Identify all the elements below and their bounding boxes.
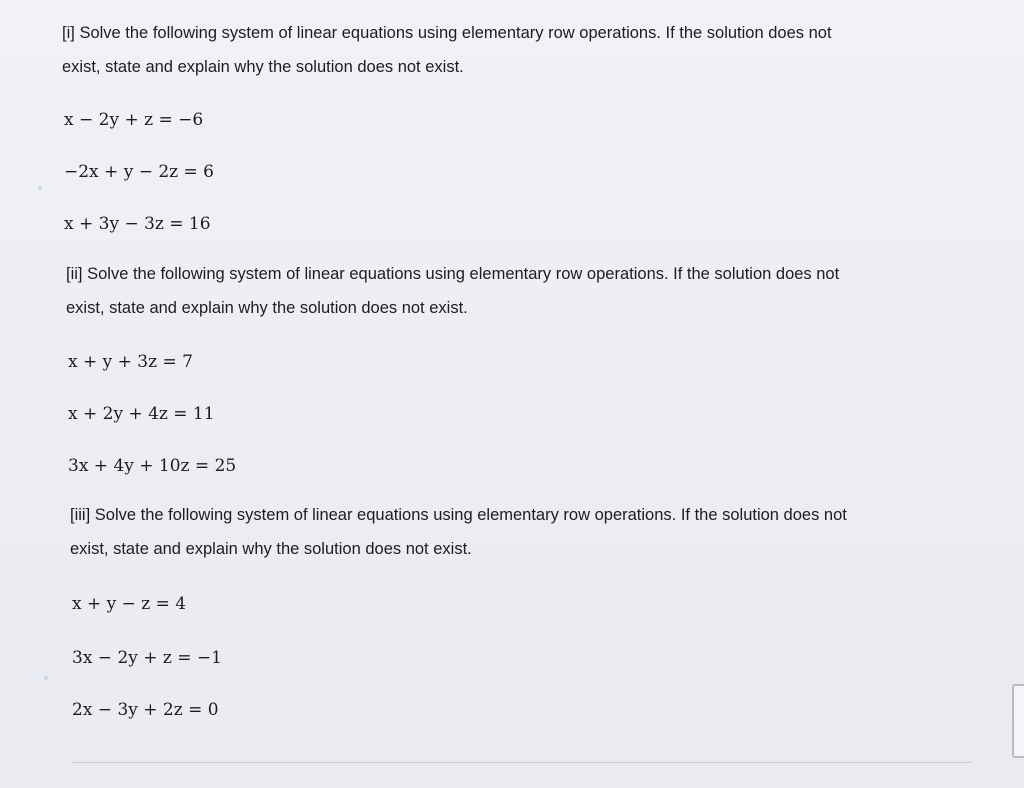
problem-1-prompt	[62, 16, 962, 84]
problem-1-equation-2: −2x + y − 2z = 6	[64, 162, 214, 182]
bottom-divider	[72, 762, 972, 763]
problem-2-equation-1: x + y + 3z = 7	[68, 352, 193, 372]
problem-2-equation-2: x + 2y + 4z = 11	[68, 404, 215, 424]
answer-box-edge[interactable]	[1012, 684, 1024, 758]
problem-3-line-2: exist, state and explain why the solution does not exist.	[70, 540, 472, 558]
problem-1-equation-3: x + 3y − 3z = 16	[64, 214, 211, 234]
problem-2-prompt	[66, 257, 966, 325]
screen-glare-dot	[44, 676, 48, 680]
problem-1-equation-1: x − 2y + z = −6	[64, 110, 204, 130]
problem-3-equation-3: 2x − 3y + 2z = 0	[72, 700, 219, 720]
problem-2-equation-3: 3x + 4y + 10z = 25	[68, 456, 237, 476]
problem-2-marker: [ii]	[66, 265, 83, 283]
problem-2-line-1: [ii] Solve the following system of linear equations using elementary row operations. If the solution does not	[66, 265, 840, 283]
problem-3-line-1: [iii] Solve the following system of linear equations using elementary row operations. If the solution does not	[70, 506, 847, 524]
problem-1-line-1: [i] Solve the following system of linear equations using elementary row operations. If the solution does not	[62, 24, 832, 42]
problem-1-line-2: exist, state and explain why the solution does not exist.	[62, 58, 464, 76]
problem-2-line-2: exist, state and explain why the solution does not exist.	[66, 299, 468, 317]
problem-3-marker: [iii]	[70, 506, 91, 524]
problem-1-marker: [i]	[62, 24, 75, 42]
screen-glare-dot	[38, 186, 42, 190]
problem-3-prompt	[70, 498, 970, 566]
problem-3-equation-1: x + y − z = 4	[72, 594, 187, 614]
problem-3-equation-2: 3x − 2y + z = −1	[72, 648, 222, 668]
